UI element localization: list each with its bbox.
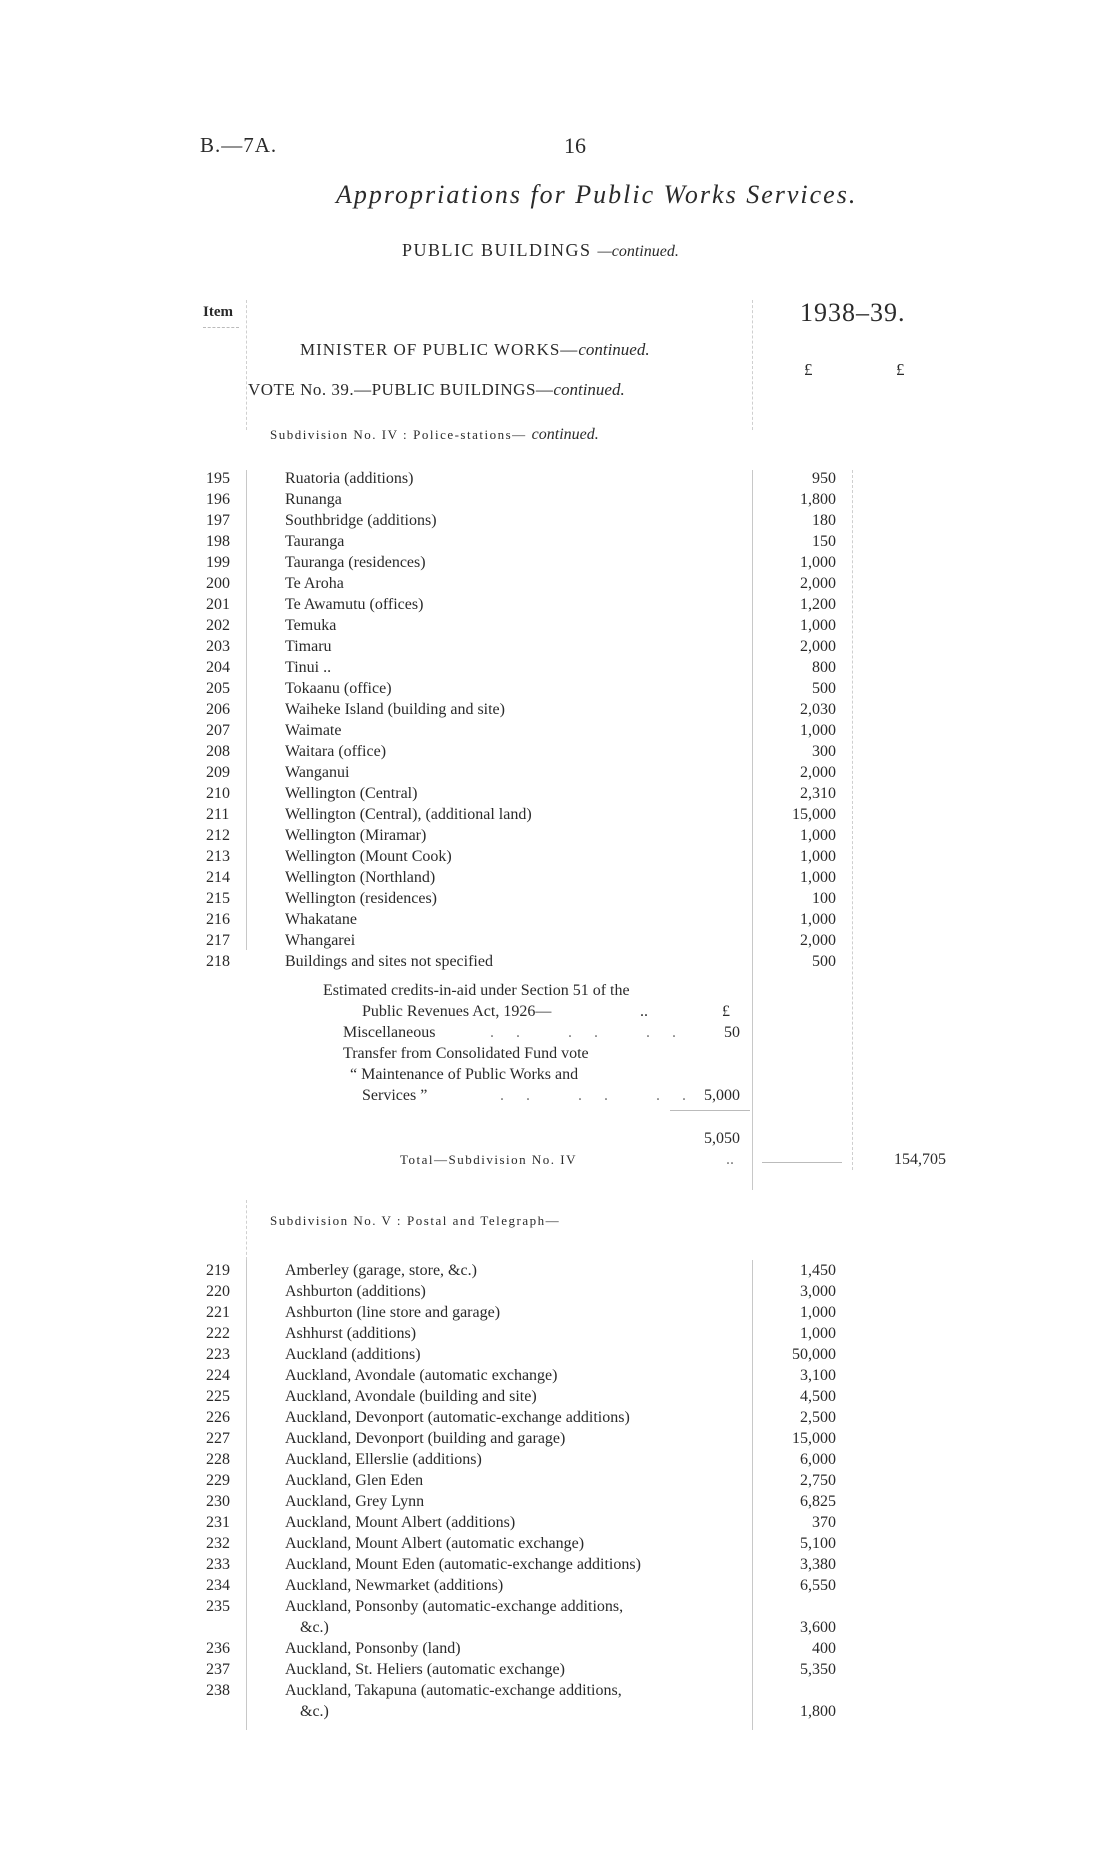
item-description: Wellington (Northland)	[285, 869, 436, 886]
credits-sum-rule	[670, 1110, 750, 1111]
item-number: 211	[206, 806, 230, 823]
item-amount: 370	[812, 1514, 836, 1531]
item-amount: 3,000	[800, 1283, 836, 1300]
table-row	[0, 953, 1114, 974]
item-description: Waimate	[285, 722, 342, 739]
year-column-header: 1938–39.	[800, 298, 906, 327]
item-description: Amberley (garage, store, &c.)	[285, 1262, 477, 1279]
table-row	[0, 617, 1114, 638]
item-description: Te Awamutu (offices)	[285, 596, 424, 613]
misc-dots: .. .. ..	[490, 1024, 698, 1041]
item-description: Ashhurst (additions)	[285, 1325, 417, 1342]
item-amount: 5,100	[800, 1535, 836, 1552]
item-amount: 500	[812, 680, 836, 697]
item-description: Ashburton (line store and garage)	[285, 1304, 501, 1321]
item-amount: 2,750	[800, 1472, 836, 1489]
item-number: 233	[206, 1556, 230, 1573]
item-description: Te Aroha	[285, 575, 344, 592]
item-description: Wellington (residences)	[285, 890, 437, 907]
table-row	[0, 1283, 1114, 1304]
item-description: Auckland (additions)	[285, 1346, 421, 1363]
item-amount: 1,000	[800, 911, 836, 928]
credits-dots-1: ..	[640, 1003, 648, 1020]
item-amount: 6,000	[800, 1451, 836, 1468]
item-number: 229	[206, 1472, 230, 1489]
table-row	[0, 701, 1114, 722]
item-amount: 6,550	[800, 1577, 836, 1594]
total-subdivision-iv	[400, 1151, 577, 1169]
table-row	[0, 827, 1114, 848]
table-row	[0, 1661, 1114, 1682]
section-continued: —continued.	[597, 243, 679, 260]
item-description: Wellington (Central)	[285, 785, 418, 802]
item-description: Auckland, Grey Lynn	[285, 1493, 425, 1510]
item-amount: 50,000	[792, 1346, 836, 1363]
table-row	[0, 848, 1114, 869]
transfer-amount: 5,000	[704, 1087, 740, 1104]
table-row	[0, 1262, 1114, 1283]
table-row	[0, 1304, 1114, 1325]
table-row	[0, 1367, 1114, 1388]
item-description-continued: &c.)	[300, 1703, 329, 1720]
item-amount: 500	[812, 953, 836, 970]
item-number: 216	[206, 911, 230, 928]
item-number: 198	[206, 533, 230, 550]
item-amount: 950	[812, 470, 836, 487]
misc-amount: 50	[724, 1024, 740, 1041]
item-amount: 6,825	[800, 1493, 836, 1510]
item-number: 204	[206, 659, 230, 676]
item-number: 237	[206, 1661, 230, 1678]
item-number: 215	[206, 890, 230, 907]
item-description: Auckland, Mount Albert (additions)	[285, 1514, 516, 1531]
item-description: Timaru	[285, 638, 332, 655]
item-number: 226	[206, 1409, 230, 1426]
item-description: Auckland, Avondale (building and site)	[285, 1388, 537, 1405]
item-column-header: Item	[203, 304, 233, 320]
item-number: 231	[206, 1514, 230, 1531]
item-description: Auckland, Newmarket (additions)	[285, 1577, 504, 1594]
item-description: Auckland, Mount Eden (automatic-exchange additions)	[285, 1556, 641, 1573]
item-amount: 1,000	[800, 617, 836, 634]
item-number: 221	[206, 1304, 230, 1321]
item-amount: 1,000	[800, 848, 836, 865]
minister-continued: continued.	[578, 340, 650, 359]
item-amount: 2,310	[800, 785, 836, 802]
credits-line-1: Estimated credits-in-aid under Section 51 of the	[323, 982, 630, 999]
table-row	[0, 1325, 1114, 1346]
subdivision-iv-continued: continued.	[531, 426, 599, 443]
table-row	[0, 554, 1114, 575]
item-amount: 1,000	[800, 827, 836, 844]
table-row	[0, 1493, 1114, 1514]
item-amount: 400	[812, 1640, 836, 1657]
item-number: 234	[206, 1577, 230, 1594]
item-description: Auckland, St. Heliers (automatic exchange)	[285, 1661, 565, 1678]
item-description: Auckland, Devonport (automatic-exchange additions)	[285, 1409, 630, 1426]
item-description: Temuka	[285, 617, 337, 634]
section-name: PUBLIC BUILDINGS	[402, 240, 592, 260]
item-number: 225	[206, 1388, 230, 1405]
item-amount: 2,000	[800, 764, 836, 781]
item-number: 195	[206, 470, 230, 487]
item-amount: 1,200	[800, 596, 836, 613]
item-number: 232	[206, 1535, 230, 1552]
table-row	[0, 1640, 1114, 1661]
item-number: 205	[206, 680, 230, 697]
item-amount: 1,000	[800, 869, 836, 886]
item-amount: 1,450	[800, 1262, 836, 1279]
vote-continued: continued.	[553, 380, 625, 399]
item-number: 201	[206, 596, 230, 613]
transfer-line-1: Transfer from Consolidated Fund vote	[343, 1045, 589, 1062]
item-number: 214	[206, 869, 230, 886]
item-description: Waiheke Island (building and site)	[285, 701, 505, 718]
item-description: Wellington (Miramar)	[285, 827, 427, 844]
item-number: 218	[206, 953, 230, 970]
subdivision-v-name: Postal and Telegraph—	[407, 1213, 561, 1228]
vote-heading	[248, 380, 625, 400]
table-row	[0, 470, 1114, 491]
item-description: Waitara (office)	[285, 743, 387, 760]
item-amount: 1,000	[800, 1304, 836, 1321]
table-row	[0, 491, 1114, 512]
item-description: Auckland, Ellerslie (additions)	[285, 1451, 482, 1468]
table-row	[0, 806, 1114, 827]
item-amount: 180	[812, 512, 836, 529]
item-amount: 15,000	[792, 806, 836, 823]
item-number: 196	[206, 491, 230, 508]
item-number: 213	[206, 848, 230, 865]
page-title: Appropriations for Public Works Services.	[336, 180, 858, 209]
vote-text: VOTE No. 39.—PUBLIC BUILDINGS—	[248, 380, 554, 399]
subdivision-iv-prefix: Subdivision No. IV :	[270, 427, 409, 442]
subdivision-iv-name: Police-stations—	[413, 427, 527, 442]
transfer-dots: .. .. ..	[500, 1087, 708, 1104]
item-number: 223	[206, 1346, 230, 1363]
item-amount: 1,800	[800, 1703, 836, 1720]
item-description: Tauranga	[285, 533, 345, 550]
table-row	[0, 512, 1114, 533]
table-row	[0, 911, 1114, 932]
item-amount: 1,000	[800, 722, 836, 739]
item-description: Ruatoria (additions)	[285, 470, 414, 487]
table-row	[0, 785, 1114, 806]
item-description: Ashburton (additions)	[285, 1283, 426, 1300]
table-row	[0, 1577, 1114, 1598]
item-number: 228	[206, 1451, 230, 1468]
item-amount: 2,500	[800, 1409, 836, 1426]
item-column-rule-top	[246, 300, 247, 430]
total-rule	[762, 1162, 842, 1163]
table-row	[0, 1514, 1114, 1535]
item-description: Auckland, Takapuna (automatic-exchange additions,	[285, 1682, 622, 1699]
transfer-line-3: Services ”	[362, 1087, 428, 1104]
item-number: 209	[206, 764, 230, 781]
table-row	[0, 764, 1114, 785]
item-amount: 2,000	[800, 932, 836, 949]
item-description: Southbridge (additions)	[285, 512, 437, 529]
table-row	[0, 596, 1114, 617]
table-row	[0, 1451, 1114, 1472]
item-number: 222	[206, 1325, 230, 1342]
document-reference: B.—7A.	[200, 133, 278, 157]
item-number: 197	[206, 512, 230, 529]
item-amount: 2,000	[800, 575, 836, 592]
item-number: 212	[206, 827, 230, 844]
item-amount: 3,100	[800, 1367, 836, 1384]
item-description: Wellington (Mount Cook)	[285, 848, 452, 865]
pound-column-1: £	[804, 360, 813, 379]
item-amount: 150	[812, 533, 836, 550]
table-row	[0, 575, 1114, 596]
subdivision-v-prefix: Subdivision No. V :	[270, 1213, 403, 1228]
item-amount: 1,000	[800, 554, 836, 571]
item-number: 203	[206, 638, 230, 655]
item-header-rule	[203, 327, 239, 328]
item-amount: 15,000	[792, 1430, 836, 1447]
table-row	[0, 722, 1114, 743]
item-description: Wellington (Central), (additional land)	[285, 806, 532, 823]
item-description: Tauranga (residences)	[285, 554, 426, 571]
misc-label: Miscellaneous	[343, 1024, 436, 1041]
credits-sum: 5,050	[704, 1130, 740, 1147]
item-number: 217	[206, 932, 230, 949]
item-description: Auckland, Devonport (building and garage)	[285, 1430, 566, 1447]
pound-column-2: £	[896, 360, 905, 379]
item-number: 236	[206, 1640, 230, 1657]
item-description: Buildings and sites not specified	[285, 953, 493, 970]
item-amount: 1,000	[800, 1325, 836, 1342]
table-row	[0, 1409, 1114, 1430]
item-amount: 4,500	[800, 1388, 836, 1405]
item-description: Whakatane	[285, 911, 357, 928]
minister-text: MINISTER OF PUBLIC WORKS—	[300, 340, 579, 359]
item-description: Tokaanu (office)	[285, 680, 392, 697]
table-row	[0, 533, 1114, 554]
table-row	[0, 659, 1114, 680]
item-column-rule-2	[246, 1200, 247, 1260]
item-description: Runanga	[285, 491, 342, 508]
item-number: 219	[206, 1262, 230, 1279]
table-row	[0, 743, 1114, 764]
item-description: Tinui ..	[285, 659, 332, 676]
page-number: 16	[564, 133, 586, 158]
item-number: 199	[206, 554, 230, 571]
item-description: Auckland, Ponsonby (land)	[285, 1640, 461, 1657]
table-row	[0, 869, 1114, 890]
table-row	[0, 638, 1114, 659]
item-number: 207	[206, 722, 230, 739]
credits-pound: £	[722, 1003, 730, 1020]
item-number: 202	[206, 617, 230, 634]
amount-column-rule-top	[752, 300, 753, 430]
item-amount: 1,800	[800, 491, 836, 508]
item-amount: 3,380	[800, 1556, 836, 1573]
item-description: Auckland, Avondale (automatic exchange)	[285, 1367, 558, 1384]
transfer-line-2: “ Maintenance of Public Works and	[350, 1066, 579, 1083]
item-number: 230	[206, 1493, 230, 1510]
item-amount: 2,000	[800, 638, 836, 655]
item-number: 224	[206, 1367, 230, 1384]
item-number: 238	[206, 1682, 230, 1699]
total-dots: ..	[726, 1151, 734, 1168]
item-description: Auckland, Glen Eden	[285, 1472, 424, 1489]
table-row	[0, 1598, 1114, 1640]
item-number: 208	[206, 743, 230, 760]
item-number: 210	[206, 785, 230, 802]
table-row	[0, 1346, 1114, 1367]
item-number: 227	[206, 1430, 230, 1447]
item-description: Whangarei	[285, 932, 356, 949]
table-row	[0, 1535, 1114, 1556]
item-number: 220	[206, 1283, 230, 1300]
table-row	[0, 890, 1114, 911]
item-amount: 800	[812, 659, 836, 676]
minister-heading	[300, 340, 650, 360]
item-description: Wanganui	[285, 764, 350, 781]
item-amount: 3,600	[800, 1619, 836, 1636]
table-row	[0, 680, 1114, 701]
table-row	[0, 1472, 1114, 1493]
table-row	[0, 932, 1114, 953]
item-number: 200	[206, 575, 230, 592]
item-description: Auckland, Ponsonby (automatic-exchange additions,	[285, 1598, 624, 1615]
table-row	[0, 1388, 1114, 1409]
total-subdivision-iv-label: Total—Subdivision No. IV	[400, 1152, 578, 1167]
item-description: Auckland, Mount Albert (automatic exchange)	[285, 1535, 585, 1552]
table-row	[0, 1556, 1114, 1577]
item-amount: 5,350	[800, 1661, 836, 1678]
subdivision-iv-heading	[270, 426, 599, 444]
item-number: 235	[206, 1598, 230, 1615]
item-amount: 2,030	[800, 701, 836, 718]
item-amount: 300	[812, 743, 836, 760]
subdivision-v-heading	[270, 1212, 560, 1230]
item-number: 206	[206, 701, 230, 718]
table-row	[0, 1430, 1114, 1451]
item-amount: 100	[812, 890, 836, 907]
item-description-continued: &c.)	[300, 1619, 329, 1636]
total-subdivision-iv-amount: 154,705	[894, 1151, 946, 1168]
table-row	[0, 1682, 1114, 1724]
credits-line-2: Public Revenues Act, 1926—	[362, 1003, 552, 1020]
section-heading	[402, 240, 679, 261]
